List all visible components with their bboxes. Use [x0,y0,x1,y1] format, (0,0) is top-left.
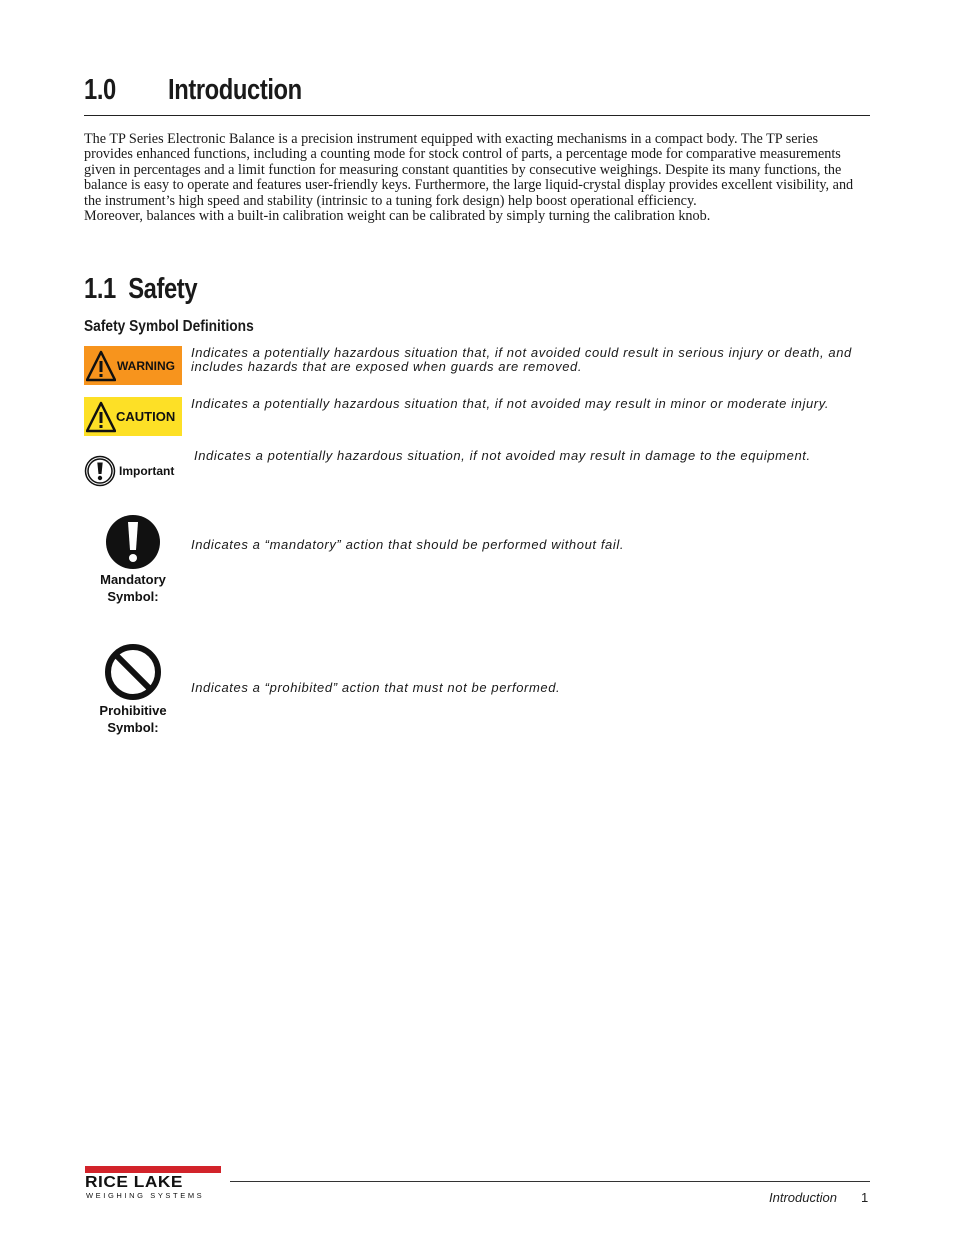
prohibitive-definition: Indicates a “prohibited” action that must not be performed. [191,680,561,695]
exclamation-circle-icon [84,455,116,487]
intro-paragraph: The TP Series Electronic Balance is a precision instrument equipped with exacting mechanisms in a compact body. The TP series provides enhanced functions, including a counting mode for stock control of parts, a percentage mode for comparative measurements given in percentages and a limit function for measuring constant quantities by consecutive weighings. Despite its many functions, the balance is easy to operate and features user-friendly keys. Furthermore, the large liquid-crystal display provides excellent visibility, and the instrument’s high speed and stability (intrinsic to a tuning fork design) help boost operational efficiency. [84,131,854,209]
safety-heading: 1.1 Safety [84,273,198,305]
logo-red-bar [85,1166,221,1173]
footer-rule [230,1181,870,1182]
safety-symbols-heading: Safety Symbol Definitions [84,318,254,335]
page-number: 1 [861,1190,869,1205]
intro-paragraph: Moreover, balances with a built-in calibration weight can be calibrated by simply turning the calibration knob. [84,208,711,225]
prohibitive-label-line1: Prohibitive [99,703,167,718]
section-number: 1.0 [84,74,116,106]
mandatory-label-line1: Mandatory [100,572,166,587]
important-sign [84,454,182,488]
logo-brand-name: RICE LAKE [85,1174,183,1191]
mandatory-label-line2: Symbol: [107,589,159,604]
mandatory-icon [105,514,161,570]
footer-section-name: Introduction [769,1190,837,1205]
mandatory-symbol-label [78,571,188,605]
warning-label: WARNING [117,358,175,373]
caution-definition: Indicates a potentially hazardous situation that, if not avoided may result in minor or moderate injury. [191,396,830,411]
warning-definition: Indicates a potentially hazardous situation that, if not avoided could result in serious injury or death, and includes hazards that are exposed when guards are removed. [191,345,852,374]
important-definition: Indicates a potentially hazardous situation, if not avoided may result in damage to the equipment. [194,448,811,463]
prohibitive-label-line2: Symbol: [107,720,159,735]
prohibited-icon [104,643,162,701]
logo-brand-subtitle: WEIGHING SYSTEMS [86,1191,205,1200]
warning-triangle-icon [86,350,116,382]
page-title: Introduction [168,74,302,106]
intro-body [84,132,870,224]
mandatory-definition: Indicates a “mandatory” action that should be performed without fail. [191,537,625,552]
important-label: Important [119,464,175,478]
caution-label: CAUTION [116,409,176,424]
caution-sign [84,397,182,436]
prohibitive-symbol-label [78,702,188,736]
caution-triangle-icon [86,401,116,433]
title-rule [84,115,870,116]
warning-sign [84,346,182,385]
rice-lake-logo [85,1166,221,1200]
